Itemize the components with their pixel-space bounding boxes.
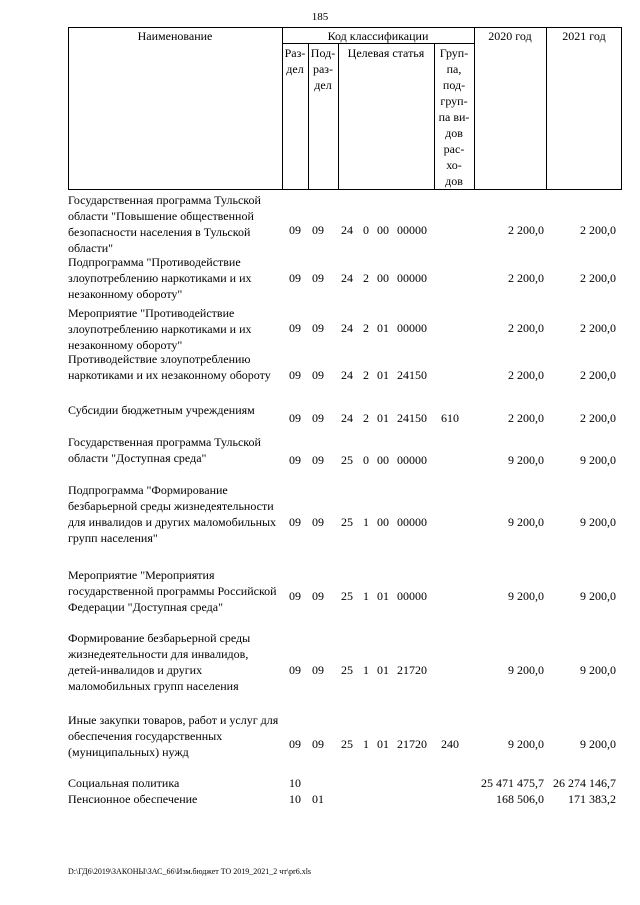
row-subprogram: 2 [363, 368, 369, 382]
row-direction: 00000 [397, 515, 427, 529]
row-direction: 00000 [397, 223, 427, 237]
row-name: Мероприятие "Противодействие злоупотреблению наркотиками и их незаконному обороту" [68, 306, 252, 352]
row-value-2020: 2 200,0 [508, 271, 544, 285]
row-name: Государственная программа Тульской области "Повышение общественной безопасности населения в Тульской области" [68, 193, 261, 255]
row-subprogram: 1 [363, 515, 369, 529]
row-podrazdel: 09 [312, 411, 324, 425]
row-razdel: 09 [289, 271, 301, 285]
header-2020: 2020 год [488, 29, 532, 43]
row-subprogram: 1 [363, 737, 369, 751]
row-direction: 00000 [397, 453, 427, 467]
row-value-2020: 2 200,0 [508, 411, 544, 425]
row-program: 25 [341, 515, 353, 529]
row-direction: 00000 [397, 321, 427, 335]
header-classification: Код классификации [327, 29, 429, 43]
row-value-2021: 171 383,2 [568, 792, 616, 806]
row-event: 01 [377, 737, 389, 751]
row-value-2021: 26 274 146,7 [553, 776, 616, 790]
row-razdel: 09 [289, 411, 301, 425]
row-value-2020: 9 200,0 [508, 663, 544, 677]
row-value-2020: 9 200,0 [508, 589, 544, 603]
row-podrazdel: 09 [312, 223, 324, 237]
row-event: 00 [377, 515, 389, 529]
row-subprogram: 0 [363, 453, 369, 467]
row-razdel: 09 [289, 589, 301, 603]
row-name: Пенсионное обеспечение [68, 792, 198, 806]
row-podrazdel: 09 [312, 663, 324, 677]
row-value-2021: 2 200,0 [580, 271, 616, 285]
row-program: 24 [341, 368, 353, 382]
row-event: 01 [377, 321, 389, 335]
row-razdel: 09 [289, 737, 301, 751]
row-program: 25 [341, 737, 353, 751]
row-value-2020: 2 200,0 [508, 321, 544, 335]
row-program: 24 [341, 271, 353, 285]
row-name: Мероприятие "Мероприятия государственной программы Российской Федерации "Доступная среда" [68, 568, 277, 614]
row-podrazdel: 09 [312, 368, 324, 382]
row-razdel: 09 [289, 453, 301, 467]
row-value-2021: 2 200,0 [580, 223, 616, 237]
row-name: Противодействие злоупотреблению наркотиками и их незаконному обороту [68, 352, 271, 382]
row-razdel: 10 [289, 776, 301, 790]
row-event: 01 [377, 589, 389, 603]
row-event: 00 [377, 271, 389, 285]
row-name: Государственная программа Тульской области "Доступная среда" [68, 435, 261, 465]
row-program: 25 [341, 589, 353, 603]
row-razdel: 10 [289, 792, 301, 806]
row-podrazdel: 01 [312, 792, 324, 806]
row-direction: 00000 [397, 589, 427, 603]
row-program: 25 [341, 663, 353, 677]
row-podrazdel: 09 [312, 321, 324, 335]
row-name: Иные закупки товаров, работ и услуг для обеспечения государственных (муниципальных) нужд [68, 713, 279, 759]
row-value-2021: 2 200,0 [580, 368, 616, 382]
row-value-2021: 9 200,0 [580, 589, 616, 603]
row-subprogram: 2 [363, 411, 369, 425]
row-name: Подпрограмма "Формирование безбарьерной среды жизнедеятельности для инвалидов и других маломобильных групп населения" [68, 483, 277, 545]
row-value-2021: 2 200,0 [580, 411, 616, 425]
row-razdel: 09 [289, 663, 301, 677]
header-2021: 2021 год [562, 29, 606, 43]
row-event: 00 [377, 223, 389, 237]
row-event: 00 [377, 453, 389, 467]
header-group: Груп- па, под- груп- па ви- дов рас- хо- дов [438, 46, 470, 188]
row-value-2020: 168 506,0 [496, 792, 544, 806]
row-value-2020: 2 200,0 [508, 223, 544, 237]
row-razdel: 09 [289, 223, 301, 237]
row-subprogram: 0 [363, 223, 369, 237]
row-direction: 24150 [397, 411, 427, 425]
footer-path: D:\ГД6\2019\ЗАКОНЫ\ЗАС_66\Изм.бюджет ТО 2019_2021_2 чт\pr6.xls [68, 867, 312, 876]
row-razdel: 09 [289, 515, 301, 529]
row-program: 24 [341, 411, 353, 425]
row-event: 01 [377, 411, 389, 425]
row-podrazdel: 09 [312, 589, 324, 603]
row-event: 01 [377, 663, 389, 677]
row-value-2020: 9 200,0 [508, 737, 544, 751]
row-value-2021: 9 200,0 [580, 737, 616, 751]
row-name: Формирование безбарьерной среды жизнедеятельности для инвалидов, детей-инвалидов и других маломобильных групп населения [68, 631, 251, 693]
row-subprogram: 1 [363, 589, 369, 603]
row-value-2020: 2 200,0 [508, 368, 544, 382]
row-group: 240 [441, 737, 459, 751]
row-subprogram: 2 [363, 321, 369, 335]
row-direction: 24150 [397, 368, 427, 382]
row-program: 24 [341, 223, 353, 237]
row-event: 01 [377, 368, 389, 382]
row-razdel: 09 [289, 368, 301, 382]
row-name: Социальная политика [68, 776, 180, 790]
header-name: Наименование [137, 29, 213, 43]
row-direction: 21720 [397, 663, 427, 677]
row-value-2021: 9 200,0 [580, 663, 616, 677]
row-subprogram: 1 [363, 663, 369, 677]
row-razdel: 09 [289, 321, 301, 335]
row-direction: 21720 [397, 737, 427, 751]
row-name: Субсидии бюджетным учреждениям [68, 403, 255, 417]
row-podrazdel: 09 [312, 515, 324, 529]
row-name: Подпрограмма "Противодействие злоупотреблению наркотиками и их незаконному обороту" [68, 255, 252, 301]
row-value-2020: 9 200,0 [508, 515, 544, 529]
row-value-2020: 9 200,0 [508, 453, 544, 467]
row-value-2021: 2 200,0 [580, 321, 616, 335]
row-value-2020: 25 471 475,7 [481, 776, 544, 790]
row-value-2021: 9 200,0 [580, 453, 616, 467]
header-target: Целевая статья [347, 46, 425, 60]
row-podrazdel: 09 [312, 453, 324, 467]
row-subprogram: 2 [363, 271, 369, 285]
row-direction: 00000 [397, 271, 427, 285]
row-value-2021: 9 200,0 [580, 515, 616, 529]
row-program: 24 [341, 321, 353, 335]
row-podrazdel: 09 [312, 271, 324, 285]
page-number: 185 [311, 11, 329, 23]
header-podrazdel: Под- раз- дел [310, 46, 336, 92]
table-header [68, 27, 622, 190]
header-razdel: Раз- дел [284, 46, 306, 76]
row-podrazdel: 09 [312, 737, 324, 751]
row-program: 25 [341, 453, 353, 467]
row-group: 610 [441, 411, 459, 425]
